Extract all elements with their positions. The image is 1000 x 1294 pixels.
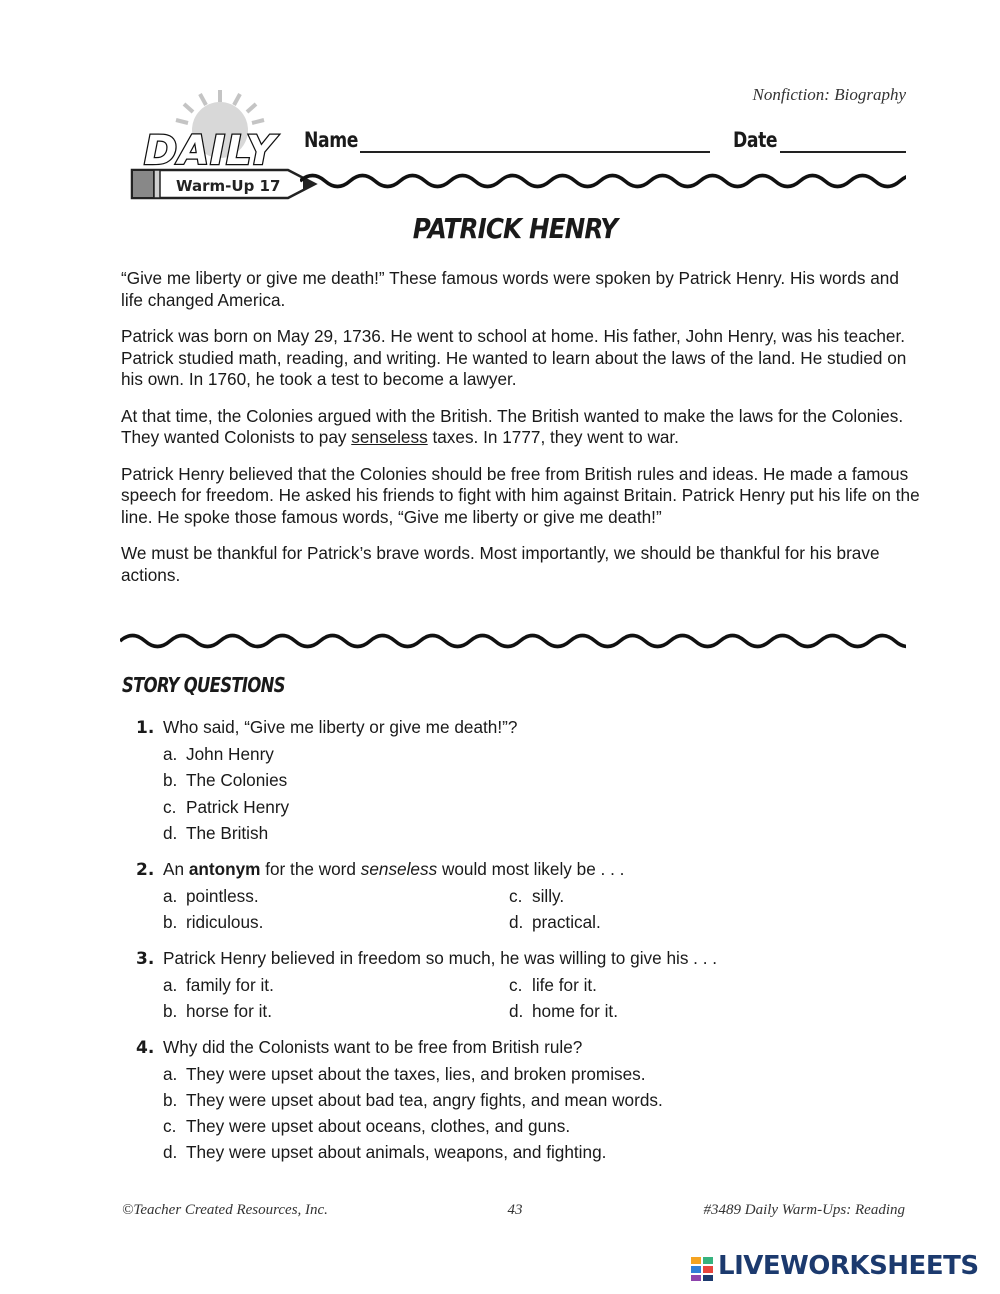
option-letter: d.: [509, 912, 524, 932]
option-text: They were upset about oceans, clothes, and guns.: [186, 1116, 571, 1136]
q1-option-c[interactable]: [163, 797, 289, 818]
wave-divider-middle: [120, 628, 906, 654]
q4-option-d[interactable]: [163, 1142, 606, 1163]
q3-option-b[interactable]: [163, 1001, 272, 1022]
date-label: Date: [733, 128, 778, 152]
option-letter: b.: [163, 1090, 178, 1110]
passage-paragraph-1: “Give me liberty or give me death!” These famous words were spoken by Patrick Henry. His words and life changed America.: [121, 268, 899, 310]
option-letter: c.: [509, 886, 523, 906]
question-number: 3.: [136, 949, 155, 969]
page-title: PATRICK HENRY: [412, 212, 618, 245]
q1-option-d[interactable]: [163, 823, 268, 844]
q4-option-b[interactable]: [163, 1090, 663, 1111]
date-field[interactable]: [780, 151, 906, 153]
option-text: life for it.: [532, 975, 597, 995]
question-text: An: [163, 859, 189, 879]
option-letter: b.: [163, 1001, 178, 1021]
option-letter: a.: [163, 886, 178, 906]
question-number: 2.: [136, 860, 155, 880]
question-text: for the word: [260, 859, 361, 879]
footer-copyright: ©Teacher Created Resources, Inc.: [122, 1202, 328, 1218]
question-2: [136, 859, 624, 880]
passage-paragraph-3: [121, 406, 921, 449]
questions-heading: STORY QUESTIONS: [122, 673, 285, 697]
question-text: Patrick Henry believed in freedom so much, he was willing to give his . . .: [163, 948, 718, 968]
liveworksheets-watermark: LIVEWORKSHEETS: [718, 1251, 979, 1281]
option-letter: a.: [163, 744, 178, 764]
page-number: 43: [507, 1202, 523, 1218]
daily-warmup-logo: [120, 88, 320, 203]
option-text: Patrick Henry: [186, 797, 290, 817]
question-text: Why did the Colonists want to be free from British rule?: [163, 1037, 583, 1057]
logo-subtitle: Warm-Up 17: [176, 177, 281, 195]
option-text: pointless.: [186, 886, 259, 906]
option-text: The British: [186, 823, 269, 843]
option-letter: b.: [163, 770, 178, 790]
logo-word: DAILY: [144, 128, 277, 174]
question-text: would most likely be . . .: [437, 859, 625, 879]
option-letter: b.: [163, 912, 178, 932]
q2-option-c[interactable]: [509, 886, 564, 907]
name-field[interactable]: [360, 151, 710, 153]
wave-divider-top: [300, 168, 906, 194]
passage-text: At that time, the Colonies argued with the British. The British wanted to make the laws for the Colonies. They wanted Colonists to pay: [121, 405, 904, 447]
question-number: 1.: [136, 718, 155, 738]
q2-option-b[interactable]: [163, 912, 263, 933]
question-number: 4.: [136, 1038, 155, 1058]
option-text: The Colonies: [186, 770, 288, 790]
q1-option-a[interactable]: [163, 744, 274, 765]
option-text: home for it.: [532, 1001, 618, 1021]
option-text: ridiculous.: [186, 912, 264, 932]
option-letter: a.: [163, 1064, 178, 1084]
q3-option-a[interactable]: [163, 975, 274, 996]
question-3: [136, 948, 717, 969]
question-4: [136, 1037, 582, 1058]
option-letter: c.: [163, 797, 177, 817]
passage-paragraph-2: Patrick was born on May 29, 1736. He went to school at home. His father, John Henry, was his teacher. Patrick studied math, reading, and writing. He wanted to learn about the laws of the land. He studied on his own. In 1760, he took a test to become a lawyer.: [121, 326, 907, 389]
reading-passage: [121, 268, 921, 601]
category-label: Nonfiction: Biography: [752, 85, 906, 104]
option-letter: d.: [163, 1142, 178, 1162]
option-text: practical.: [532, 912, 601, 932]
q3-option-c[interactable]: [509, 975, 597, 996]
option-text: They were upset about the taxes, lies, and broken promises.: [186, 1064, 646, 1084]
q4-option-a[interactable]: [163, 1064, 646, 1085]
option-letter: c.: [509, 975, 523, 995]
option-text: They were upset about bad tea, angry fights, and mean words.: [186, 1090, 663, 1110]
option-text: family for it.: [186, 975, 274, 995]
passage-text: taxes. In 1777, they went to war.: [427, 427, 679, 447]
name-label: Name: [304, 128, 359, 152]
question-text-italic: senseless: [360, 859, 438, 879]
question-text-bold: antonym: [188, 859, 261, 879]
q1-option-b[interactable]: [163, 770, 287, 791]
question-text: Who said, “Give me liberty or give me death!”?: [163, 717, 518, 737]
q2-option-d[interactable]: [509, 912, 601, 933]
option-text: They were upset about animals, weapons, and fighting.: [186, 1142, 607, 1162]
passage-paragraph-4: Patrick Henry believed that the Colonies should be free from British rules and ideas. He made a famous speech for freedom. He asked his friends to fight with him against Britain. Patrick Henry put his life on the line. He spoke those famous words, “Give me liberty or give me death!”: [121, 463, 920, 527]
option-letter: c.: [163, 1116, 177, 1136]
option-letter: d.: [509, 1001, 524, 1021]
q2-option-a[interactable]: [163, 886, 259, 907]
q3-option-d[interactable]: [509, 1001, 618, 1022]
liveworksheets-icon: [690, 1256, 714, 1282]
footer-book-title: #3489 Daily Warm-Ups: Reading: [703, 1202, 905, 1218]
option-text: horse for it.: [186, 1001, 272, 1021]
option-text: silly.: [532, 886, 565, 906]
option-text: John Henry: [186, 744, 274, 764]
question-1: [136, 717, 517, 738]
option-letter: d.: [163, 823, 178, 843]
underlined-word: senseless: [351, 427, 428, 447]
option-letter: a.: [163, 975, 178, 995]
passage-paragraph-5: We must be thankful for Patrick’s brave words. Most importantly, we should be thankful for his brave actions.: [121, 543, 880, 585]
q4-option-c[interactable]: [163, 1116, 570, 1137]
